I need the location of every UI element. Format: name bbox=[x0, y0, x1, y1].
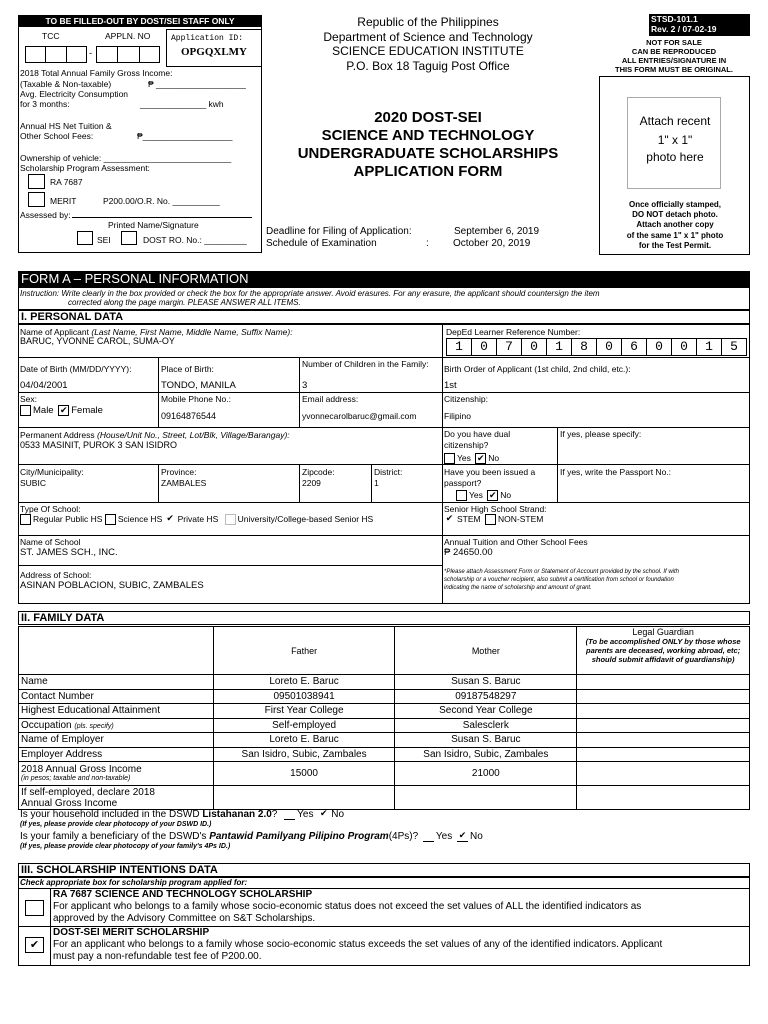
form-title-4: APPLICATION FORM bbox=[353, 163, 503, 180]
exam-value: October 20, 2019 bbox=[453, 238, 531, 249]
dswd-question bbox=[20, 809, 344, 820]
guardian-employer[interactable] bbox=[577, 733, 750, 748]
lrn-digit: 5 bbox=[721, 338, 747, 356]
dob-value[interactable]: 04/04/2001 bbox=[20, 380, 68, 391]
tuition-note-1: *Please attach Assessment Form or Statement of Account provided by the school. If with bbox=[444, 569, 680, 575]
province-value[interactable]: ZAMBALES bbox=[161, 478, 207, 488]
lrn-digit: 0 bbox=[471, 338, 497, 356]
table-row bbox=[19, 689, 750, 704]
row-label: Name bbox=[19, 675, 214, 690]
application-id: OPGQXLMY bbox=[181, 46, 247, 58]
school-address-value[interactable]: ASINAN POBLACION, SUBIC, ZAMBALES bbox=[20, 580, 204, 591]
fps-text: Is your family a beneficiary of the DSWD's bbox=[20, 831, 210, 843]
mother-employer-address[interactable]: San Isidro, Subic, Zambales bbox=[395, 747, 577, 762]
mother-contact[interactable]: 09187548297 bbox=[395, 689, 577, 704]
occupation-hint: (pls. specify) bbox=[74, 722, 114, 730]
private-hs-checkbox[interactable]: ✔ bbox=[166, 513, 174, 524]
tuition-value[interactable]: ₱ 24650.00 bbox=[444, 547, 493, 558]
merit-label: MERIT bbox=[50, 196, 77, 206]
fps-yes-checkbox[interactable] bbox=[423, 831, 434, 842]
ra7687-desc-1: For applicant who belongs to a family whose socio-economic status does not exceed the set values of ALL the identified indicators as bbox=[53, 901, 642, 912]
strand-options bbox=[444, 514, 543, 525]
passport-no-label: If yes, write the Passport No.: bbox=[560, 467, 672, 477]
dual-citizenship-label: Do you have dual citizenship? bbox=[444, 429, 511, 450]
dost-checkbox[interactable] bbox=[121, 231, 137, 245]
electricity-field[interactable]: ______________ kwh bbox=[140, 99, 224, 109]
dswd-end: ? bbox=[271, 809, 278, 821]
assessed-by-label: Assessed by: bbox=[20, 210, 71, 220]
income-label: 2018 Total Annual Family Gross Income: bbox=[20, 68, 173, 78]
father-self-income[interactable] bbox=[213, 786, 395, 810]
guardian-title: Legal Guardian bbox=[632, 627, 694, 637]
dswd-no-label: No bbox=[331, 809, 345, 821]
stamp-note-4: of the same 1" x 1" photo bbox=[626, 231, 724, 240]
dswd-yes-checkbox[interactable] bbox=[284, 809, 295, 820]
assessment-label: Scholarship Program Assessment: bbox=[20, 163, 150, 173]
header-pobox: P.O. Box 18 Taguig Post Office bbox=[346, 59, 510, 73]
dual-yes-label: Yes bbox=[457, 453, 471, 463]
merit-scholarship-checkbox[interactable]: ✔ bbox=[25, 937, 44, 953]
lrn-digit: 0 bbox=[521, 338, 547, 356]
ra-checkbox[interactable] bbox=[28, 174, 45, 189]
merit-checkbox[interactable] bbox=[28, 192, 45, 207]
row-line bbox=[18, 392, 750, 393]
ra-label: RA 7687 bbox=[50, 177, 83, 187]
header-department: Department of Science and Technology bbox=[323, 30, 533, 44]
application-id-label: Application ID: bbox=[171, 34, 244, 43]
fps-end: (4Ps)? bbox=[388, 831, 419, 843]
female-label: Female bbox=[71, 405, 103, 417]
lrn-digit: 6 bbox=[621, 338, 647, 356]
original-note: THIS FORM MUST BE ORIGINAL. bbox=[615, 65, 733, 74]
univ-hs-label: University/College-based Senior HS bbox=[237, 514, 374, 524]
male-checkbox[interactable] bbox=[20, 405, 31, 416]
mother-name[interactable]: Susan S. Baruc bbox=[395, 675, 577, 690]
lrn-digit: 0 bbox=[596, 338, 622, 356]
birth-order-label: Birth Order of Applicant (1st child, 2nd child, etc.): bbox=[444, 364, 631, 374]
row-label: Employer Address bbox=[19, 747, 214, 762]
tuition-note-2: scholarship or a voucher recipient, also submit a certification from school or foundation bbox=[444, 577, 674, 583]
address-label bbox=[20, 430, 290, 440]
lrn-digit: 1 bbox=[546, 338, 572, 356]
lrn-digit: 1 bbox=[446, 338, 472, 356]
female-checkbox[interactable]: ✔ bbox=[59, 405, 68, 415]
photo-text-1: Attach recent bbox=[639, 114, 711, 128]
father-employer-address[interactable]: San Isidro, Subic, Zambales bbox=[213, 747, 395, 762]
applicant-name[interactable]: BARUC, YVONNE CAROL, SUMA-OY bbox=[20, 336, 175, 346]
name-hint: (Last Name, First Name, Middle Name, Suffix Name): bbox=[91, 327, 293, 337]
father-employer[interactable]: Loreto E. Baruc bbox=[213, 733, 395, 748]
dswd-text: Is your household included in the DSWD bbox=[20, 809, 203, 821]
passport-options bbox=[444, 490, 511, 501]
col-line bbox=[299, 464, 300, 502]
dual-no-checkbox[interactable]: ✔ bbox=[476, 453, 485, 464]
header-sei: SCIENCE EDUCATION INSTITUTE bbox=[332, 44, 524, 58]
school-name-label: Name of School bbox=[20, 537, 81, 547]
form-title-1: 2020 DOST-SEI bbox=[374, 109, 482, 126]
family-data-title: II. FAMILY DATA bbox=[18, 611, 750, 625]
children-label: Number of Children in the Family: bbox=[302, 359, 429, 369]
lrn-digit: 7 bbox=[496, 338, 522, 356]
guardian-education[interactable] bbox=[577, 704, 750, 719]
fps-no-checkbox[interactable]: ✔ bbox=[458, 830, 467, 840]
row-label bbox=[19, 762, 214, 786]
col-line bbox=[557, 427, 558, 502]
dswd-yes-label: Yes bbox=[297, 809, 314, 821]
regular-hs-checkbox[interactable] bbox=[20, 514, 31, 525]
ra7687-desc-2: approved by the Advisory Committee on S&T Scholarships. bbox=[53, 913, 316, 924]
guardian-occupation[interactable] bbox=[577, 718, 750, 733]
science-hs-checkbox[interactable] bbox=[105, 514, 116, 525]
fee-field[interactable]: P200.00/O.R. No. __________ bbox=[103, 196, 220, 206]
form-a-title: FORM A – PERSONAL INFORMATION bbox=[18, 271, 750, 287]
intentions-instruction: Check appropriate box for scholarship program applied for: bbox=[20, 878, 248, 887]
appln-no-label: APPLN. NO bbox=[105, 31, 151, 41]
hs-tuition-label: Annual HS Net Tuition & bbox=[20, 121, 112, 131]
lrn-digit: 0 bbox=[646, 338, 672, 356]
fps-question bbox=[20, 831, 483, 842]
dual-options bbox=[444, 453, 499, 464]
deadline-label: Deadline for Filing of Application: bbox=[266, 226, 412, 237]
guardian-name[interactable] bbox=[577, 675, 750, 690]
mother-employer[interactable]: Susan S. Baruc bbox=[395, 733, 577, 748]
row-label: Highest Educational Attainment bbox=[19, 704, 214, 719]
family-corner bbox=[19, 627, 214, 675]
stamp-note-5: for the Test Permit. bbox=[638, 241, 712, 250]
guardian-header bbox=[577, 627, 750, 675]
entries-note: ALL ENTRIES/SIGNATURE IN bbox=[621, 56, 727, 65]
passport-no-label: No bbox=[500, 490, 512, 500]
electricity-label-2: for 3 months: bbox=[20, 99, 70, 109]
stamp-note-1: Once officially stamped, bbox=[628, 200, 722, 209]
fps-note: (If yes, please provide clear photocopy of your family's 4Ps ID.) bbox=[20, 843, 231, 850]
tuition-label: Annual Tuition and Other School Fees bbox=[444, 537, 588, 547]
merit-desc-2: must pay a non-refundable test fee of P200.00. bbox=[53, 951, 262, 962]
sei-checkbox[interactable] bbox=[77, 231, 93, 245]
dswd-no-checkbox[interactable]: ✔ bbox=[319, 808, 328, 818]
email-value[interactable]: yvonnecarolbaruc@gmail.com bbox=[302, 411, 417, 421]
dswd-note: (If yes, please provide clear photocopy of your DSWD ID.) bbox=[20, 821, 212, 828]
income-row-label: 2018 Annual Gross Income bbox=[21, 763, 142, 775]
staff-banner: TO BE FILLED-OUT BY DOST/SEI STAFF ONLY bbox=[19, 16, 261, 27]
col-line bbox=[158, 357, 159, 427]
instructions-1: Instruction: Write clearly in the box provided or check the box for the appropriate answer. Avoid erasures. For any erasure, the applicant should countersign the item bbox=[20, 289, 600, 298]
sei-label: SEI bbox=[97, 235, 111, 245]
occupation-label: Occupation bbox=[21, 719, 72, 731]
table-row bbox=[19, 675, 750, 690]
father-header: Father bbox=[213, 627, 395, 675]
birth-order-value[interactable]: 1st bbox=[444, 380, 457, 391]
col-line bbox=[158, 464, 159, 502]
not-for-sale: NOT FOR SALE bbox=[646, 38, 702, 47]
income-row-hint: (in pesos; taxable and non-taxable) bbox=[21, 774, 131, 782]
appln-dash: - bbox=[89, 48, 93, 59]
mother-header: Mother bbox=[395, 627, 577, 675]
lrn-field[interactable] bbox=[446, 338, 746, 356]
passport-yes-label: Yes bbox=[469, 490, 483, 500]
col-line bbox=[299, 357, 300, 427]
school-name-value[interactable]: ST. JAMES SCH., INC. bbox=[20, 547, 118, 558]
self-employed-label: If self-employed, declare 2018 bbox=[21, 786, 155, 798]
address-label-text: Permanent Address bbox=[20, 430, 95, 440]
passport-label: Have you been issued a passport? bbox=[444, 467, 536, 488]
row-line bbox=[18, 565, 443, 566]
self-employed-label-2: Annual Gross Income bbox=[21, 797, 118, 809]
tuition-note-3: indicating the name of scholarship and amount of grant. bbox=[444, 585, 592, 591]
table-row bbox=[19, 762, 750, 786]
row-label bbox=[19, 718, 214, 733]
citizenship-value[interactable]: Filipino bbox=[444, 411, 471, 421]
form-title-3: UNDERGRADUATE SCHOLARSHIPS bbox=[297, 145, 559, 162]
citizenship-label: Citizenship: bbox=[444, 394, 488, 404]
father-name[interactable]: Loreto E. Baruc bbox=[213, 675, 395, 690]
name-label-text: Name of Applicant bbox=[20, 327, 89, 337]
merit-desc-1: For an applicant who belongs to a family whose socio-economic status exceeds the set values of any of the identified indicators. Applicant bbox=[53, 939, 663, 950]
row-label bbox=[19, 786, 214, 810]
lrn-digit: 1 bbox=[696, 338, 722, 356]
dob-label: Date of Birth (MM/DD/YYYY): bbox=[20, 364, 132, 374]
form-revision: Rev. 2 / 07-02-19 bbox=[651, 24, 717, 34]
city-label: City/Municipality: bbox=[20, 467, 84, 477]
row-line bbox=[18, 427, 750, 428]
passport-no-checkbox[interactable]: ✔ bbox=[488, 490, 497, 501]
lrn-label: DepEd Learner Reference Number: bbox=[446, 327, 581, 337]
row-label: Contact Number bbox=[19, 689, 214, 704]
printed-name-label: Printed Name/Signature bbox=[108, 220, 199, 230]
intentions-title: III. SCHOLARSHIP INTENTIONS DATA bbox=[18, 863, 750, 877]
table-row bbox=[19, 718, 750, 733]
guardian-note: (To be accomplished ONLY by those whose parents are deceased, working abroad, etc; should submit affidavit of guardianship) bbox=[585, 637, 741, 664]
row-line bbox=[18, 464, 750, 465]
father-contact[interactable]: 09501038941 bbox=[213, 689, 395, 704]
school-type-label: Type Of School: bbox=[20, 504, 81, 514]
univ-hs-checkbox[interactable] bbox=[225, 514, 236, 525]
table-row bbox=[19, 733, 750, 748]
district-value[interactable]: 1 bbox=[374, 478, 379, 488]
passport-yes-checkbox[interactable] bbox=[456, 490, 467, 501]
fps-program: Pantawid Pamilyang Pilipino Program bbox=[209, 831, 389, 843]
zipcode-label: Zipcode: bbox=[302, 467, 335, 477]
deadline-value: September 6, 2019 bbox=[454, 226, 540, 237]
form-title-2: SCIENCE AND TECHNOLOGY bbox=[321, 127, 535, 144]
sex-label: Sex: bbox=[20, 394, 38, 404]
merit-title: DOST-SEI MERIT SCHOLARSHIP bbox=[53, 927, 210, 938]
col-line bbox=[371, 464, 372, 502]
zipcode-value[interactable]: 2209 bbox=[302, 478, 321, 488]
exam-colon: : bbox=[426, 238, 429, 249]
row-line bbox=[18, 535, 750, 536]
guardian-income[interactable] bbox=[577, 762, 750, 786]
instructions-2: corrected along the page margin. PLEASE ANSWER ALL ITEMS. bbox=[68, 298, 301, 307]
stem-label: STEM bbox=[457, 514, 481, 524]
non-stem-checkbox[interactable] bbox=[485, 514, 496, 525]
vehicle-field[interactable]: Ownership of vehicle: ___________________________ bbox=[20, 153, 232, 163]
ra7687-checkbox[interactable] bbox=[25, 900, 44, 916]
address-hint: (House/Unit No., Street, Lot/Blk, Village/Barangay): bbox=[97, 430, 290, 440]
exam-label: Schedule of Examination bbox=[266, 238, 377, 249]
dual-no-label: No bbox=[488, 453, 500, 463]
school-address-label: Address of School: bbox=[20, 570, 92, 580]
children-value[interactable]: 3 bbox=[302, 380, 308, 391]
regular-hs-label: Regular Public HS bbox=[33, 514, 103, 524]
mother-self-income[interactable] bbox=[395, 786, 577, 810]
col-line bbox=[442, 324, 443, 604]
hs-tuition-label-2: Other School Fees: bbox=[20, 131, 94, 141]
reproduce-note: CAN BE REPRODUCED bbox=[631, 47, 717, 56]
mobile-value[interactable]: 09164876544 bbox=[161, 411, 217, 421]
ra7687-title: RA 7687 SCIENCE AND TECHNOLOGY SCHOLARSHIP bbox=[53, 889, 313, 900]
form-code: STSD-101.1 bbox=[651, 14, 698, 24]
assessed-line[interactable] bbox=[72, 217, 252, 218]
row-label: Name of Employer bbox=[19, 733, 214, 748]
appln-no-boxes[interactable] bbox=[96, 46, 160, 63]
non-stem-label: NON-STEM bbox=[498, 514, 544, 524]
province-label: Province: bbox=[161, 467, 197, 477]
row-line bbox=[18, 357, 750, 358]
fps-yes-label: Yes bbox=[435, 831, 453, 843]
row-line bbox=[18, 502, 750, 503]
personal-data-title: I. PERSONAL DATA bbox=[18, 310, 750, 324]
table-row bbox=[19, 704, 750, 719]
income-field[interactable]: ₱ ___________________ bbox=[148, 79, 246, 89]
guardian-contact[interactable] bbox=[577, 689, 750, 704]
dual-yes-checkbox[interactable] bbox=[444, 453, 455, 464]
stamp-note-3: Attach another copy bbox=[636, 220, 714, 229]
specify-label: If yes, please specify: bbox=[560, 429, 642, 439]
guardian-self-income[interactable] bbox=[577, 786, 750, 810]
photo-text-2: 1" x 1" bbox=[657, 133, 693, 147]
male-label: Male bbox=[33, 405, 54, 417]
mother-occupation[interactable]: Salesclerk bbox=[395, 718, 577, 733]
table-row bbox=[19, 786, 750, 810]
lrn-digit: 8 bbox=[571, 338, 597, 356]
address-value[interactable]: 0533 MASINIT, PUROK 3 SAN ISIDRO bbox=[20, 440, 178, 450]
pob-label: Place of Birth: bbox=[161, 364, 214, 374]
dost-ro-field[interactable]: DOST RO. No.: _________ bbox=[143, 235, 247, 245]
lrn-digit: 0 bbox=[671, 338, 697, 356]
father-occupation[interactable]: Self-employed bbox=[213, 718, 395, 733]
tcc-boxes[interactable] bbox=[25, 46, 87, 63]
private-hs-label: Private HS bbox=[177, 514, 219, 524]
dswd-program: Listahanan 2.0 bbox=[202, 809, 272, 821]
pob-value[interactable]: TONDO, MANILA bbox=[161, 380, 236, 391]
mother-education[interactable]: Second Year College bbox=[395, 704, 577, 719]
sex-options bbox=[20, 405, 103, 416]
school-type-options bbox=[20, 514, 373, 525]
stamp-note-2: DO NOT detach photo. bbox=[632, 210, 718, 219]
guardian-employer-address[interactable] bbox=[577, 747, 750, 762]
photo-text-3: photo here bbox=[646, 150, 704, 164]
hs-tuition-field[interactable]: ₱___________________ bbox=[137, 131, 233, 141]
table-row bbox=[19, 747, 750, 762]
mobile-label: Mobile Phone No.: bbox=[161, 394, 231, 404]
tcc-label: TCC bbox=[42, 31, 60, 41]
email-label: Email address: bbox=[302, 394, 359, 404]
form-code-box bbox=[649, 14, 750, 36]
fps-no-label: No bbox=[470, 831, 483, 843]
district-label: District: bbox=[374, 467, 403, 477]
strand-label: Senior High School Strand: bbox=[444, 504, 547, 514]
mother-income[interactable]: 21000 bbox=[395, 762, 577, 786]
science-hs-label: Science HS bbox=[117, 514, 163, 524]
electricity-label: Avg. Electricity Consumption bbox=[20, 89, 129, 99]
header-republic: Republic of the Philippines bbox=[357, 15, 499, 29]
stem-checkbox[interactable]: ✔ bbox=[445, 513, 454, 524]
family-table bbox=[18, 626, 750, 810]
col-line bbox=[50, 888, 51, 966]
income-label-2: (Taxable & Non-taxable) bbox=[20, 79, 112, 89]
city-value[interactable]: SUBIC bbox=[20, 478, 46, 488]
father-income[interactable]: 15000 bbox=[213, 762, 395, 786]
father-education[interactable]: First Year College bbox=[213, 704, 395, 719]
